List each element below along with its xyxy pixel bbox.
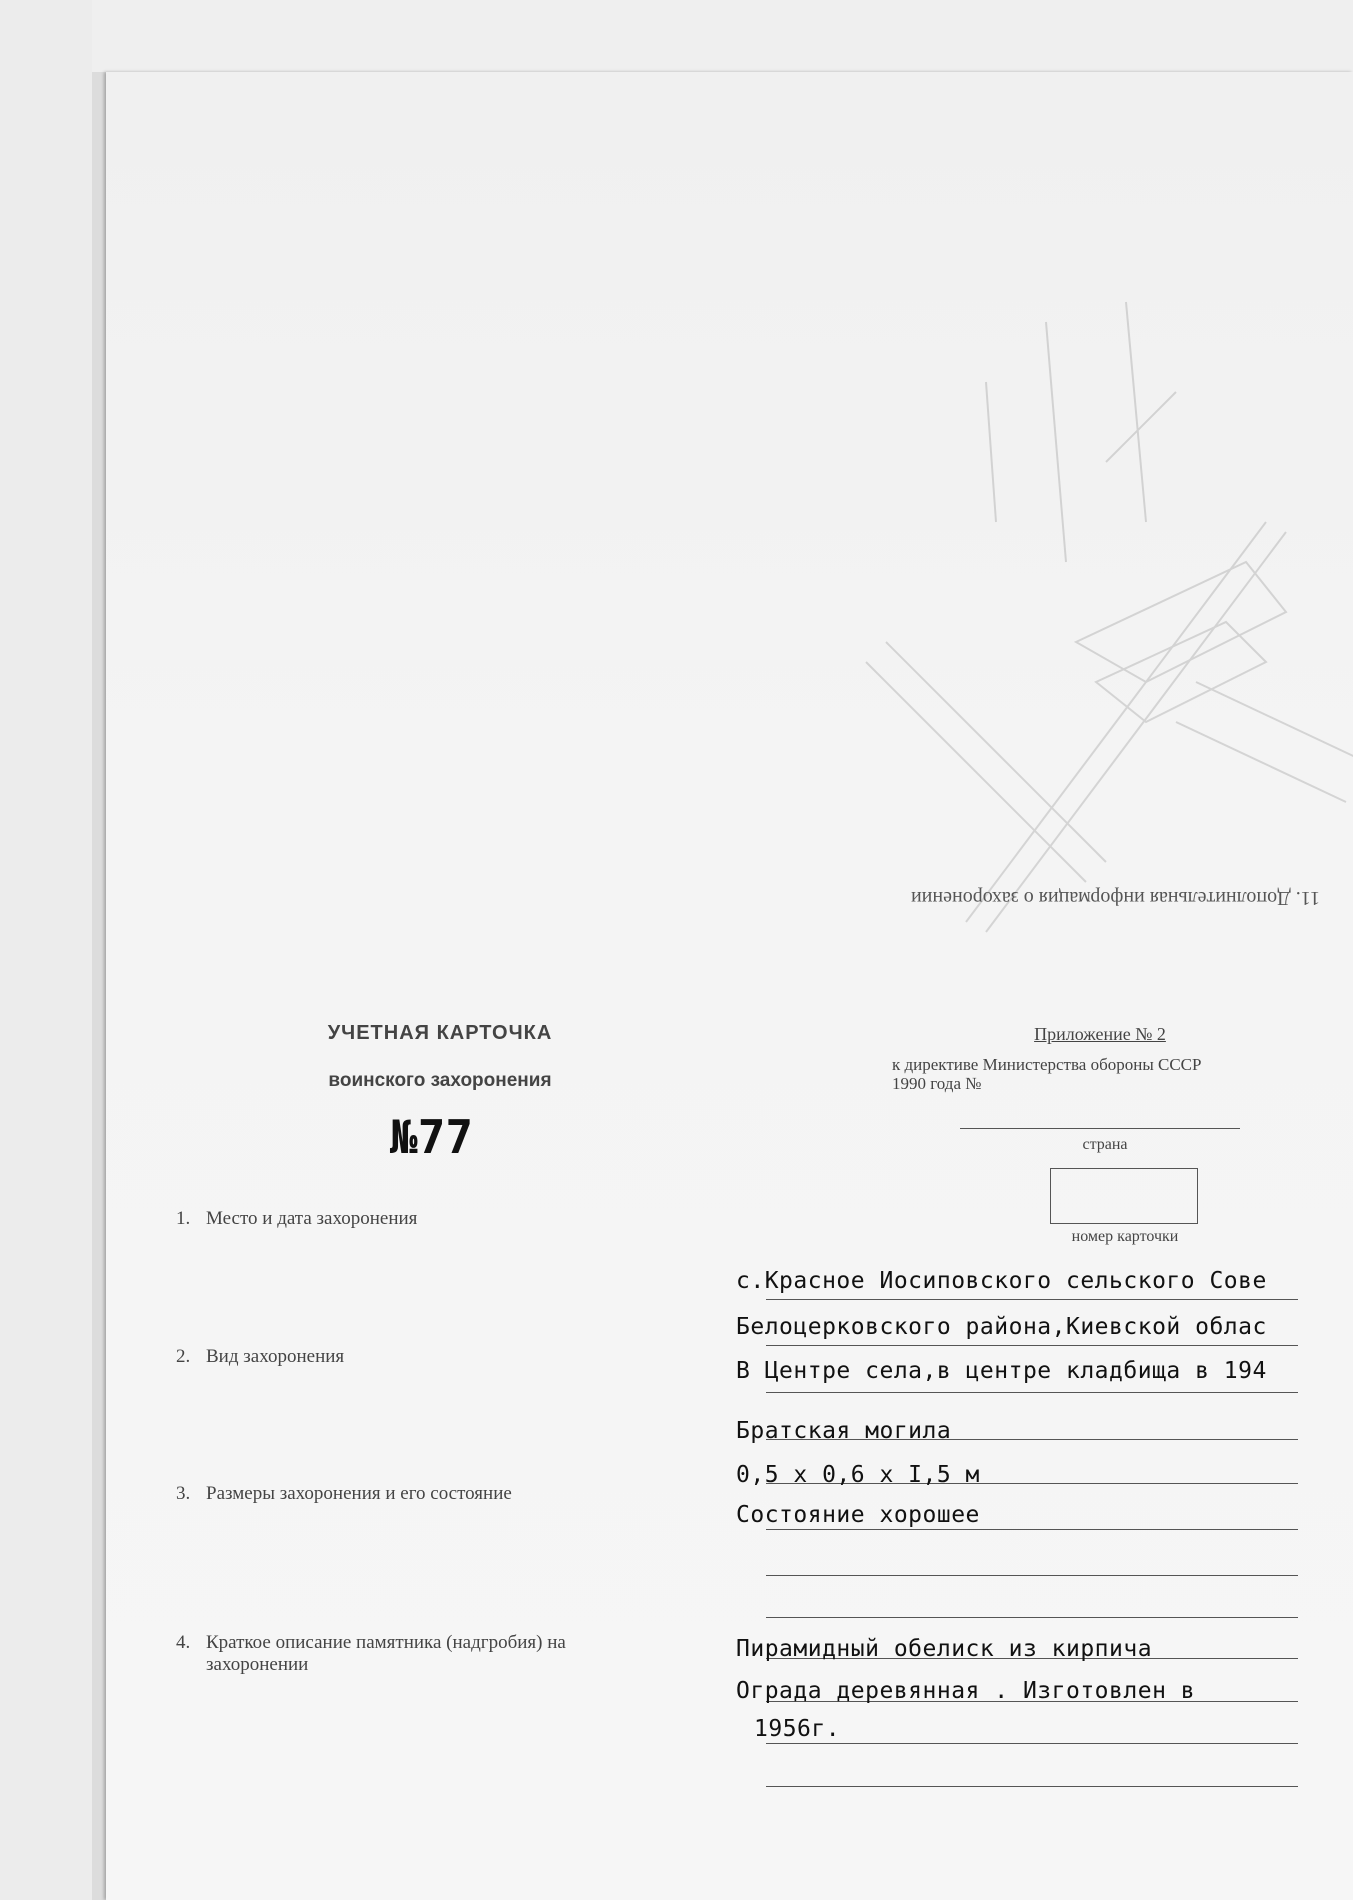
item-1-label [176,1208,417,1230]
field-line [766,1345,1298,1346]
additional-info-label-upside-down: 11. Дополнительная информация о захоронении [911,887,1320,909]
directive-reference [892,1055,1292,1093]
scan-background-left [0,0,92,1900]
item-3-label [176,1483,512,1505]
faint-sketch-map [846,262,1353,942]
item-2-number: 2. [176,1346,191,1367]
typed-burial-condition: Состояние хорошее [736,1502,980,1528]
directive-line-1: к директиве Министерства обороны СССР [892,1055,1202,1074]
field-line [766,1529,1298,1530]
field-line [766,1743,1298,1744]
card-title: УЧЕТНАЯ КАРТОЧКА [327,1022,553,1044]
field-line [766,1392,1298,1393]
card-number-box [1050,1168,1198,1224]
typed-place-line-1: с.Красное Иосиповского сельского Сове [736,1268,1267,1294]
card-number-label: номер карточки [1071,1228,1179,1245]
item-3-text: Размеры захоронения и его состояние [206,1483,512,1504]
item-4-text: Краткое описание памятника (надгробия) на [206,1632,566,1653]
scan-background-top [0,0,1353,72]
card-subtitle: воинского захоронения [328,1070,552,1091]
item-2-text: Вид захоронения [206,1346,345,1367]
country-field-line [960,1128,1240,1129]
item-3-number: 3. [176,1483,191,1504]
typed-description-line-1: Пирамидный обелиск из кирпича [736,1636,1153,1662]
field-line [766,1786,1298,1787]
item-4-label [176,1632,716,1676]
typed-description-line-2: Ограда деревянная . Изготовлен в [736,1678,1196,1704]
field-line [766,1575,1298,1576]
typed-place-line-2: Белоцерковского района,Киевской облас [736,1314,1267,1340]
typed-burial-size: 0,5 х 0,6 х I,5 м [736,1462,980,1488]
item-1-text: Место и дата захоронения [206,1208,418,1229]
field-line [766,1299,1298,1300]
item-1-number: 1. [176,1208,191,1229]
item-2-label [176,1346,344,1368]
item-4-number: 4. [176,1632,191,1653]
item-4-text-cont: захоронении [206,1654,309,1675]
typed-burial-kind: Братская могила [736,1418,952,1444]
typed-place-line-3: В Центре села,в центре кладбища в 194 [736,1358,1267,1384]
appendix-title: Приложение № 2 [1034,1024,1166,1044]
field-line [766,1617,1298,1618]
country-label: страна [1082,1136,1128,1153]
document-page [106,72,1353,1900]
card-number-stamp: №77 [390,1110,474,1164]
typed-description-line-3: 1956г. [754,1716,841,1742]
directive-line-2: 1990 года № [892,1074,982,1093]
